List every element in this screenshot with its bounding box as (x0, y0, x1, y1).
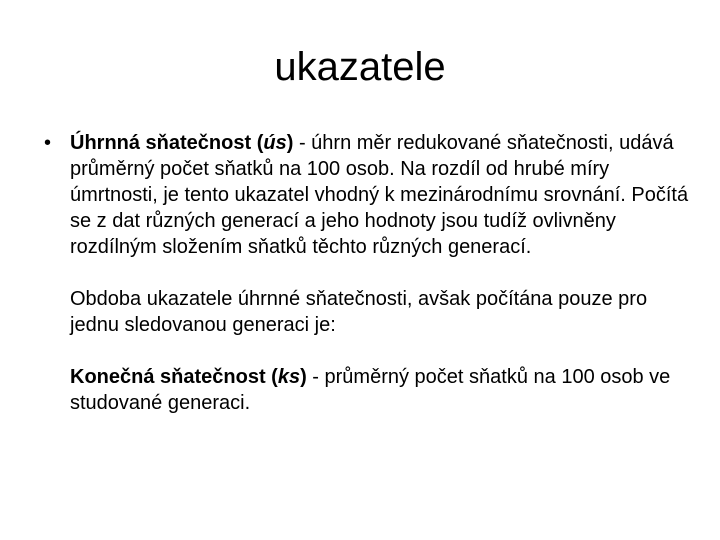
bullet-content (70, 130, 690, 416)
term1-open-paren: ( (251, 132, 264, 154)
bullet-marker: • (44, 132, 52, 154)
term1-abbr: ús (263, 132, 287, 154)
term2-definition: - průměrný počet sňatků na 100 osob ve studované generaci. (70, 366, 671, 414)
middle-paragraph: Obdoba ukazatele úhrnné sňatečnosti, avšak počítána pouze pro jednu sledovanou generaci je: (70, 288, 648, 336)
term1-definition: - úhrn měr redukované sňatečnosti, udává průměrný počet sňatků na 100 osob. Na rozdíl od hrubé míry úmrtnosti, je tento ukazatel vhodný k mezinárodnímu srovnání. Počítá se z dat různých generací a jeho hodnoty jsou tudíž ovlivněny rozdílným složením sňatků těchto různých generací. (70, 132, 689, 258)
slide-title: ukazatele (274, 45, 446, 89)
term2-name: Konečná sňatečnost (70, 366, 266, 388)
term1-paragraph (70, 130, 690, 260)
term2-paragraph (70, 364, 690, 416)
term1-close-paren: ) (286, 132, 294, 154)
term2-abbr: ks (277, 366, 301, 388)
term2-close-paren: ) (300, 366, 307, 388)
term2-open-paren: ( (265, 366, 278, 388)
term1-name: Úhrnná sňatečnost (70, 132, 252, 154)
